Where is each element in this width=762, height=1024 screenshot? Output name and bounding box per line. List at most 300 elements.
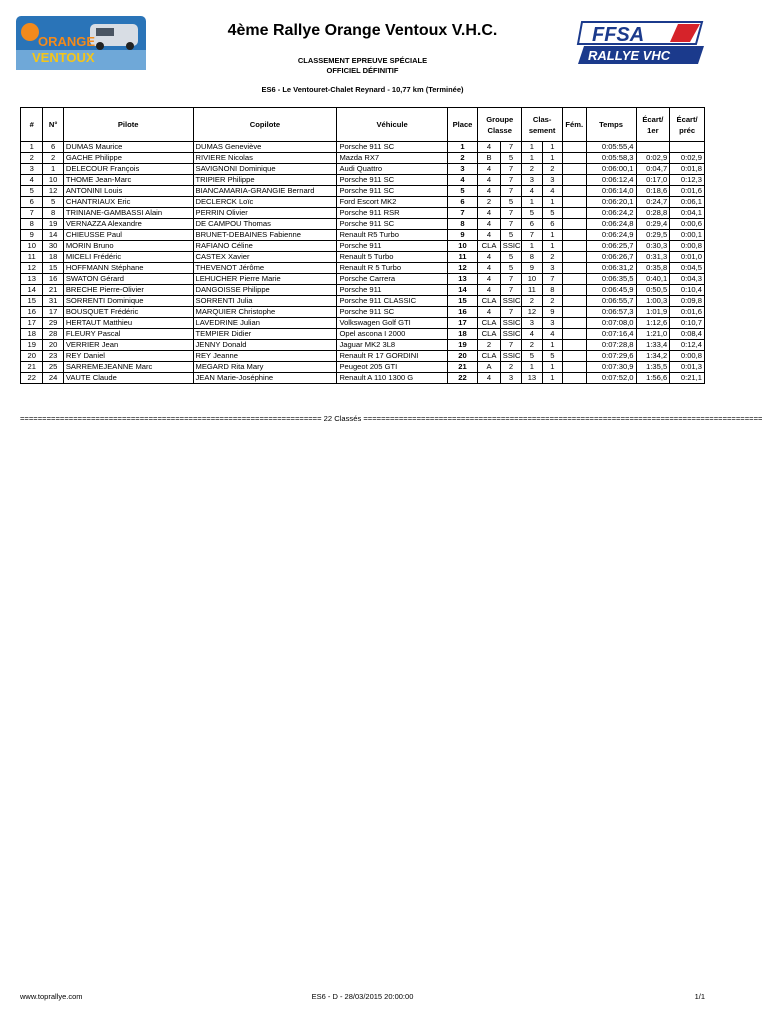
col-header-classement: Clas-sement xyxy=(522,108,563,142)
table-cell: DUMAS Geneviève xyxy=(193,142,337,153)
table-cell: CHIEUSSE Paul xyxy=(63,230,193,241)
table-cell: 0:06:35,5 xyxy=(586,274,636,285)
table-cell: 8 xyxy=(522,252,542,263)
table-cell: 0:01,3 xyxy=(670,362,705,373)
table-cell: MORIN Bruno xyxy=(63,241,193,252)
table-cell: 4 xyxy=(478,252,500,263)
table-cell: 0:06:24,2 xyxy=(586,208,636,219)
table-cell: 0:10,7 xyxy=(670,318,705,329)
table-cell: 0:40,1 xyxy=(636,274,670,285)
table-cell: 7 xyxy=(500,219,521,230)
table-cell xyxy=(636,142,670,153)
col-header-feminine: Fém. xyxy=(563,108,586,142)
ffsa-rallye-vhc-logo xyxy=(578,18,708,66)
classified-separator: ==================================================================== 22 Classés ========================================================================================== xyxy=(20,414,762,423)
table-cell: DECLERCK Loïc xyxy=(193,197,337,208)
table-cell: 4 xyxy=(447,175,478,186)
table-cell: 0:08,4 xyxy=(670,329,705,340)
table-cell: ANTONINI Louis xyxy=(63,186,193,197)
table-cell: BRUNET-DEBAINES Fabienne xyxy=(193,230,337,241)
table-cell: 0:06:25,7 xyxy=(586,241,636,252)
table-cell: 17 xyxy=(447,318,478,329)
col-header-vehicule: Véhicule xyxy=(337,108,447,142)
table-cell: 4 xyxy=(478,208,500,219)
table-row xyxy=(21,164,705,175)
table-cell: DELECOUR François xyxy=(63,164,193,175)
table-cell: 0:01,6 xyxy=(670,186,705,197)
table-cell: 5 xyxy=(21,186,43,197)
table-cell: 1 xyxy=(542,197,562,208)
logo-text-ventoux: VENTOUX xyxy=(32,50,95,65)
col-header-temps: Temps xyxy=(586,108,636,142)
table-cell: 31 xyxy=(43,296,63,307)
table-cell: 12 xyxy=(21,263,43,274)
table-cell: 4 xyxy=(542,329,562,340)
table-cell: Renault R 17 GORDINI xyxy=(337,351,447,362)
classified-count: 22 Classés xyxy=(323,414,362,423)
table-cell: RAFIANO Céline xyxy=(193,241,337,252)
results-table xyxy=(20,107,705,384)
table-cell: 4 xyxy=(478,164,500,175)
table-row xyxy=(21,307,705,318)
table-cell: 1 xyxy=(542,373,562,384)
table-cell: Mazda RX7 xyxy=(337,153,447,164)
table-cell: CLA xyxy=(478,296,500,307)
table-cell: GACHE Philippe xyxy=(63,153,193,164)
table-cell: 12 xyxy=(447,263,478,274)
table-cell: BRECHE Pierre-Olivier xyxy=(63,285,193,296)
table-cell: 5 xyxy=(43,197,63,208)
table-cell: 0:00,8 xyxy=(670,351,705,362)
table-cell: 3 xyxy=(542,318,562,329)
table-cell: 1:33,4 xyxy=(636,340,670,351)
table-cell: 1:56,6 xyxy=(636,373,670,384)
table-cell: 7 xyxy=(500,208,521,219)
table-cell: 11 xyxy=(447,252,478,263)
table-cell: TRINIANE-GAMBASSI Alain xyxy=(63,208,193,219)
table-cell: 0:06:14,0 xyxy=(586,186,636,197)
table-cell: 4 xyxy=(478,373,500,384)
results-body xyxy=(21,142,705,384)
table-cell: SAVIGNONI Dominique xyxy=(193,164,337,175)
table-cell: 9 xyxy=(21,230,43,241)
table-cell: 10 xyxy=(43,175,63,186)
table-cell: 19 xyxy=(21,340,43,351)
table-cell xyxy=(563,241,586,252)
table-cell: 0:31,3 xyxy=(636,252,670,263)
table-cell xyxy=(563,230,586,241)
table-cell: 4 xyxy=(478,274,500,285)
table-cell: THOME Jean-Marc xyxy=(63,175,193,186)
table-cell: Audi Quattro xyxy=(337,164,447,175)
table-cell: 16 xyxy=(447,307,478,318)
table-cell: 4 xyxy=(542,186,562,197)
table-cell: Opel ascona I 2000 xyxy=(337,329,447,340)
table-cell: 3 xyxy=(522,318,542,329)
table-cell: 1 xyxy=(522,362,542,373)
table-cell: 7 xyxy=(542,274,562,285)
table-cell: Porsche 911 RSR xyxy=(337,208,447,219)
table-cell: 7 xyxy=(500,340,521,351)
table-cell: 1:12,6 xyxy=(636,318,670,329)
table-cell: 7 xyxy=(500,307,521,318)
table-cell: 7 xyxy=(500,175,521,186)
table-cell: 10 xyxy=(522,274,542,285)
table-cell: 6 xyxy=(447,197,478,208)
col-header-copilote: Copilote xyxy=(193,108,337,142)
table-cell: 4 xyxy=(478,219,500,230)
table-cell: 0:02,9 xyxy=(636,153,670,164)
table-cell: 3 xyxy=(542,263,562,274)
table-cell: 1 xyxy=(21,142,43,153)
table-cell xyxy=(563,318,586,329)
col-header-groupe-classe: Groupe Classe xyxy=(478,108,522,142)
table-cell: 8 xyxy=(43,208,63,219)
table-row xyxy=(21,274,705,285)
table-cell: 19 xyxy=(43,219,63,230)
table-cell: 0:06:31,2 xyxy=(586,263,636,274)
table-cell: 7 xyxy=(500,164,521,175)
table-row xyxy=(21,373,705,384)
table-cell: CLA xyxy=(478,329,500,340)
table-cell: 7 xyxy=(21,208,43,219)
table-cell: Jaguar MK2 3L8 xyxy=(337,340,447,351)
table-cell: 9 xyxy=(447,230,478,241)
subtitle xyxy=(160,56,565,76)
table-cell: 0:29,4 xyxy=(636,219,670,230)
table-row xyxy=(21,263,705,274)
table-cell xyxy=(563,296,586,307)
table-cell: 2 xyxy=(522,164,542,175)
table-cell: JEAN Marie-Joséphine xyxy=(193,373,337,384)
table-cell: 6 xyxy=(21,197,43,208)
table-cell: 8 xyxy=(21,219,43,230)
table-cell: 15 xyxy=(447,296,478,307)
table-cell: 17 xyxy=(21,318,43,329)
table-cell: 30 xyxy=(43,241,63,252)
footer-stage-date: ES6 - D - 28/03/2015 20:00:00 xyxy=(311,992,414,1001)
table-cell: SSIC xyxy=(500,241,521,252)
table-cell: 4 xyxy=(478,307,500,318)
table-cell: 0:01,6 xyxy=(670,307,705,318)
table-cell: 0:18,6 xyxy=(636,186,670,197)
table-cell: 14 xyxy=(447,285,478,296)
table-cell: FLEURY Pascal xyxy=(63,329,193,340)
table-cell: MICELI Frédéric xyxy=(63,252,193,263)
table-cell: 3 xyxy=(522,175,542,186)
table-cell: MARQUIER Christophe xyxy=(193,307,337,318)
table-cell: Porsche 911 SC xyxy=(337,307,447,318)
page-title: 4ème Rallye Orange Ventoux V.H.C. xyxy=(227,22,498,39)
table-cell: 0:06:12,4 xyxy=(586,175,636,186)
col-header-rank: # xyxy=(21,108,43,142)
table-cell xyxy=(563,329,586,340)
table-cell: 15 xyxy=(21,296,43,307)
table-cell: 22 xyxy=(21,373,43,384)
table-cell: 2 xyxy=(542,252,562,263)
table-cell: 0:00,8 xyxy=(670,241,705,252)
table-cell: 6 xyxy=(542,219,562,230)
table-cell: 6 xyxy=(43,142,63,153)
table-row xyxy=(21,142,705,153)
table-cell: SWATON Gérard xyxy=(63,274,193,285)
table-cell: 5 xyxy=(500,263,521,274)
col-header-number: N° xyxy=(43,108,63,142)
table-cell: Renault R5 Turbo xyxy=(337,230,447,241)
table-cell: 28 xyxy=(43,329,63,340)
table-cell xyxy=(563,153,586,164)
table-cell: 1 xyxy=(542,241,562,252)
table-row xyxy=(21,252,705,263)
table-cell: 12 xyxy=(522,307,542,318)
table-cell: 0:07:29,6 xyxy=(586,351,636,362)
table-cell: 4 xyxy=(478,285,500,296)
table-cell: Porsche 911 SC xyxy=(337,219,447,230)
table-cell: 2 xyxy=(478,340,500,351)
table-cell: 7 xyxy=(500,186,521,197)
table-cell xyxy=(563,175,586,186)
table-cell: 18 xyxy=(447,329,478,340)
table-cell: 14 xyxy=(43,230,63,241)
table-cell: 19 xyxy=(447,340,478,351)
table-cell: 24 xyxy=(43,373,63,384)
table-cell: RIVIERE Nicolas xyxy=(193,153,337,164)
table-cell: 0:02,9 xyxy=(670,153,705,164)
table-cell: 0:04,7 xyxy=(636,164,670,175)
table-cell: 0:05:55,4 xyxy=(586,142,636,153)
col-header-pilote: Pilote xyxy=(63,108,193,142)
table-cell: 9 xyxy=(542,307,562,318)
table-cell: CLA xyxy=(478,318,500,329)
table-cell: LAVEDRINE Julian xyxy=(193,318,337,329)
table-cell: 0:50,5 xyxy=(636,285,670,296)
table-cell: 0:29,5 xyxy=(636,230,670,241)
table-cell: 0:09,8 xyxy=(670,296,705,307)
table-row xyxy=(21,230,705,241)
table-cell: 20 xyxy=(43,340,63,351)
table-cell xyxy=(563,285,586,296)
table-cell: CASTEX Xavier xyxy=(193,252,337,263)
table-cell: THEVENOT Jérôme xyxy=(193,263,337,274)
table-cell: 0:04,5 xyxy=(670,263,705,274)
table-cell: Volkswagen Golf GTI xyxy=(337,318,447,329)
table-cell: VERNAZZA Alexandre xyxy=(63,219,193,230)
table-cell: 2 xyxy=(522,296,542,307)
table-cell: CLA xyxy=(478,241,500,252)
table-cell: SARREMEJEANNE Marc xyxy=(63,362,193,373)
table-cell: 0:21,1 xyxy=(670,373,705,384)
table-cell xyxy=(563,186,586,197)
table-cell: 1:00,3 xyxy=(636,296,670,307)
table-cell: Renault 5 Turbo xyxy=(337,252,447,263)
table-cell: 5 xyxy=(522,351,542,362)
table-cell: 1 xyxy=(522,197,542,208)
table-cell: 0:07:30,9 xyxy=(586,362,636,373)
table-cell: SSIC xyxy=(500,329,521,340)
table-cell: REY Daniel xyxy=(63,351,193,362)
table-cell: 13 xyxy=(522,373,542,384)
table-cell: Peugeot 205 GTI xyxy=(337,362,447,373)
table-cell: 1 xyxy=(522,241,542,252)
table-cell: 0:06:26,7 xyxy=(586,252,636,263)
table-cell xyxy=(563,142,586,153)
table-cell: 15 xyxy=(43,263,63,274)
table-cell: 1 xyxy=(522,153,542,164)
table-cell: 1 xyxy=(542,230,562,241)
table-cell: 0:35,8 xyxy=(636,263,670,274)
table-cell: 0:06:24,8 xyxy=(586,219,636,230)
table-cell: SORRENTI Dominique xyxy=(63,296,193,307)
table-cell: 29 xyxy=(43,318,63,329)
stage-title: ES6 - Le Ventouret-Chalet Reynard - 10,77 km (Terminée) xyxy=(261,85,464,94)
table-cell: BIANCAMARIA-GRANGIE Bernard xyxy=(193,186,337,197)
table-cell: CLA xyxy=(478,351,500,362)
table-row xyxy=(21,329,705,340)
table-cell xyxy=(563,197,586,208)
table-cell: 5 xyxy=(500,252,521,263)
table-cell: 2 xyxy=(522,340,542,351)
table-cell: 0:24,7 xyxy=(636,197,670,208)
table-cell: Renault R 5 Turbo xyxy=(337,263,447,274)
table-cell: 1 xyxy=(542,142,562,153)
table-row xyxy=(21,296,705,307)
table-cell: MEGARD Rita Mary xyxy=(193,362,337,373)
table-cell: 13 xyxy=(21,274,43,285)
table-cell: 8 xyxy=(447,219,478,230)
table-cell: 21 xyxy=(447,362,478,373)
table-cell: 2 xyxy=(21,153,43,164)
table-cell: 7 xyxy=(447,208,478,219)
table-header-row xyxy=(21,108,705,142)
table-cell: 4 xyxy=(522,186,542,197)
table-cell: TRIPIER Philippe xyxy=(193,175,337,186)
subtitle-officiel: OFFICIEL DÉFINITIF xyxy=(326,66,399,75)
table-row xyxy=(21,186,705,197)
table-cell xyxy=(563,373,586,384)
table-cell: 0:06:57,3 xyxy=(586,307,636,318)
table-cell: 4 xyxy=(478,263,500,274)
table-cell: B xyxy=(478,153,500,164)
footer-page-number: 1/1 xyxy=(694,992,705,1001)
table-cell: 16 xyxy=(21,307,43,318)
subtitle-classement: CLASSEMENT EPREUVE SPÉCIALE xyxy=(297,56,428,65)
table-cell: 3 xyxy=(500,373,521,384)
table-cell: VERRIER Jean xyxy=(63,340,193,351)
table-cell: 14 xyxy=(21,285,43,296)
table-cell: Porsche 911 xyxy=(337,241,447,252)
table-cell: Porsche 911 xyxy=(337,285,447,296)
table-cell: 5 xyxy=(522,208,542,219)
table-cell: 0:06,1 xyxy=(670,197,705,208)
table-cell: 10 xyxy=(21,241,43,252)
table-row xyxy=(21,340,705,351)
table-cell: JENNY Donald xyxy=(193,340,337,351)
table-cell: 18 xyxy=(43,252,63,263)
table-cell: 20 xyxy=(447,351,478,362)
table-cell: 4 xyxy=(478,175,500,186)
table-cell: 1 xyxy=(542,362,562,373)
table-cell: 0:04,1 xyxy=(670,208,705,219)
table-cell: 1:35,5 xyxy=(636,362,670,373)
table-cell: LEHUCHER Pierre Marie xyxy=(193,274,337,285)
table-cell xyxy=(563,219,586,230)
table-cell: 23 xyxy=(43,351,63,362)
table-cell: 1 xyxy=(542,340,562,351)
table-cell: 2 xyxy=(478,197,500,208)
table-cell: DE CAMPOU Thomas xyxy=(193,219,337,230)
table-cell xyxy=(563,164,586,175)
table-cell xyxy=(563,351,586,362)
table-cell: 0:01,0 xyxy=(670,252,705,263)
table-cell: 0:10,4 xyxy=(670,285,705,296)
table-cell: 4 xyxy=(522,329,542,340)
table-cell: 21 xyxy=(43,285,63,296)
table-cell: 2 xyxy=(43,153,63,164)
table-cell: 5 xyxy=(500,197,521,208)
table-cell: 4 xyxy=(478,230,500,241)
table-cell: PERRIN Olivier xyxy=(193,208,337,219)
rallye-orange-ventoux-logo xyxy=(16,16,146,70)
table-row xyxy=(21,285,705,296)
table-row xyxy=(21,208,705,219)
table-cell: 5 xyxy=(500,153,521,164)
table-cell: 0:28,8 xyxy=(636,208,670,219)
table-cell: 0:06:00,1 xyxy=(586,164,636,175)
logo-text-orange: ORANGE xyxy=(38,34,96,49)
table-cell: 25 xyxy=(43,362,63,373)
table-cell: SORRENTI Julia xyxy=(193,296,337,307)
table-cell: 4 xyxy=(478,142,500,153)
table-cell: 0:07:52,0 xyxy=(586,373,636,384)
table-cell: SSIC xyxy=(500,351,521,362)
table-cell: Ford Escort MK2 xyxy=(337,197,447,208)
table-cell: 0:06:20,1 xyxy=(586,197,636,208)
table-cell: 0:06:55,7 xyxy=(586,296,636,307)
table-row xyxy=(21,351,705,362)
col-header-ecart-1er: Écart/ 1er xyxy=(636,108,670,142)
table-row xyxy=(21,318,705,329)
table-cell: 8 xyxy=(542,285,562,296)
table-cell: Porsche 911 CLASSIC xyxy=(337,296,447,307)
ffsa-text: FFSA xyxy=(592,24,645,46)
table-cell: 21 xyxy=(21,362,43,373)
table-cell: 0:06:45,9 xyxy=(586,285,636,296)
table-cell: HOFFMANN Stéphane xyxy=(63,263,193,274)
table-cell: 3 xyxy=(447,164,478,175)
table-cell: 0:07:28,8 xyxy=(586,340,636,351)
table-cell: 1:21,0 xyxy=(636,329,670,340)
table-cell: 4 xyxy=(478,186,500,197)
col-header-ecart-prec: Écart/ préc xyxy=(670,108,705,142)
table-cell: 1 xyxy=(542,153,562,164)
table-cell: 5 xyxy=(447,186,478,197)
table-cell: 6 xyxy=(522,219,542,230)
table-cell: 0:12,4 xyxy=(670,340,705,351)
table-cell: CHANTRIAUX Eric xyxy=(63,197,193,208)
table-cell: 9 xyxy=(522,263,542,274)
table-cell: Porsche 911 SC xyxy=(337,186,447,197)
table-cell: 2 xyxy=(542,296,562,307)
table-cell: 0:00,1 xyxy=(670,230,705,241)
table-cell: 0:05:58,3 xyxy=(586,153,636,164)
table-cell: 10 xyxy=(447,241,478,252)
table-cell: Renault A 110 1300 G xyxy=(337,373,447,384)
table-cell: 16 xyxy=(43,274,63,285)
table-cell: 13 xyxy=(447,274,478,285)
table-cell: 12 xyxy=(43,186,63,197)
table-cell: 7 xyxy=(500,274,521,285)
table-row xyxy=(21,153,705,164)
